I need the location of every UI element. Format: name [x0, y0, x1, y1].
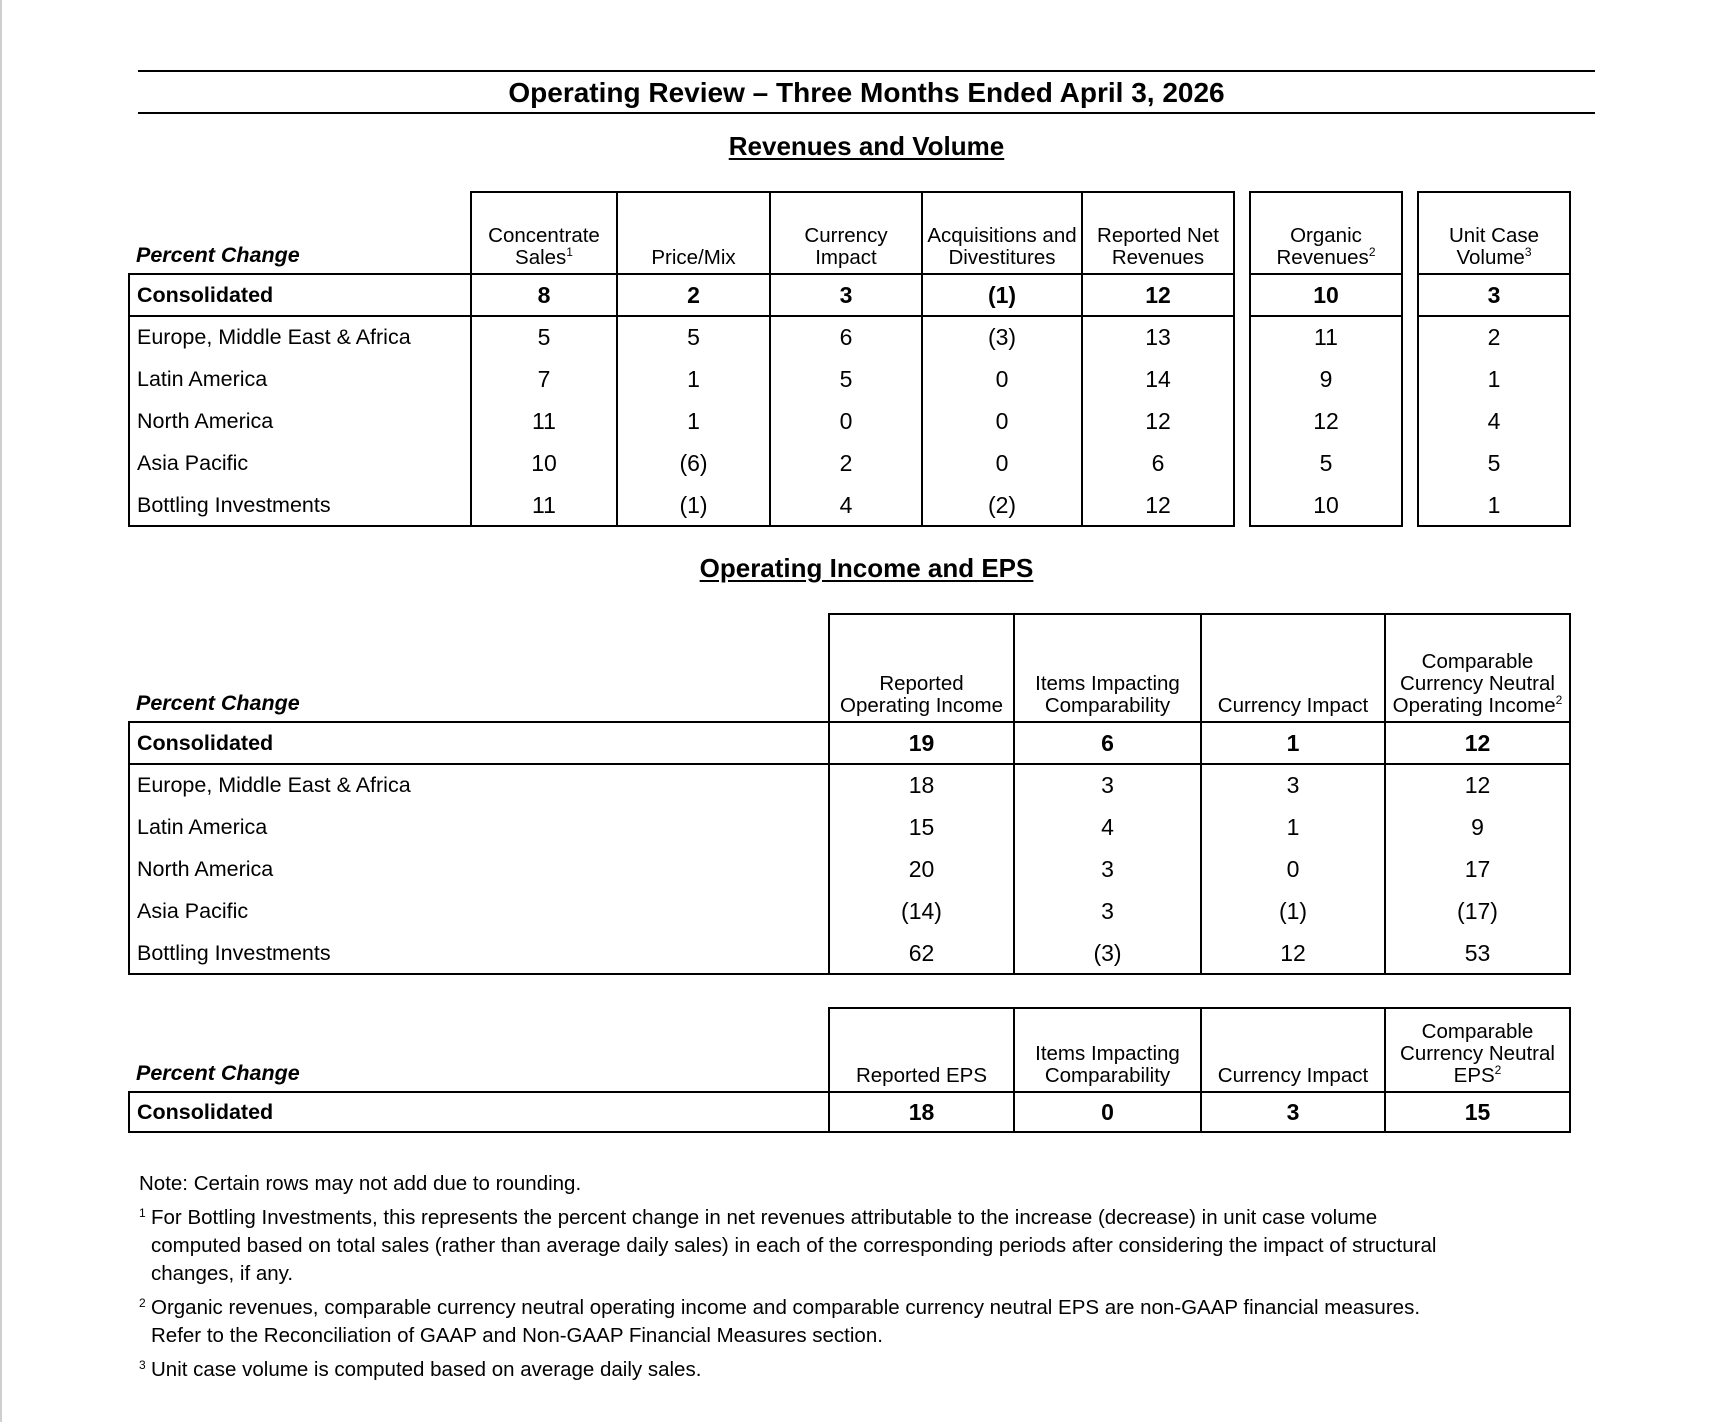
consolidated-row-label: Consolidated [137, 730, 274, 755]
column-header-label: Currency Impact [804, 224, 888, 269]
region-row-label: North America [137, 856, 274, 881]
section-title-revenues-volume [138, 130, 1595, 162]
table-cell: 0 [839, 407, 853, 434]
footnote-ref: 2 [1494, 1063, 1502, 1078]
column-header-label: Comparable Currency Neutral Operating Income [1392, 650, 1556, 717]
table-cell: (17) [1457, 897, 1498, 924]
column-header [771, 193, 921, 273]
table-cell: 20 [908, 855, 935, 882]
table-cell: 3 [1487, 281, 1501, 308]
table-cell: 11 [532, 491, 556, 518]
region-row-label: Asia Pacific [137, 450, 249, 475]
region-row-label: Europe, Middle East & Africa [137, 772, 411, 797]
table-cell: 0 [995, 449, 1009, 476]
table-cell: 2 [1487, 323, 1501, 350]
table-cell: 4 [1101, 813, 1114, 840]
table-cell: 5 [839, 365, 853, 392]
table-cell: 0 [1286, 855, 1300, 882]
table-cell: 1 [687, 407, 700, 434]
row-divider [128, 1131, 1571, 1133]
table-cell: 6 [839, 323, 853, 350]
footnote-ref: 1 [566, 245, 573, 260]
table-cell: 12 [1145, 407, 1171, 434]
table-cell: 1 [1286, 813, 1300, 840]
table-cell: 9 [1319, 365, 1333, 392]
table-cell: 1 [1286, 729, 1300, 756]
table-cell: 11 [532, 407, 556, 434]
table-cell: 12 [1464, 771, 1491, 798]
column-header [1251, 193, 1401, 273]
column-header [1386, 615, 1569, 721]
table-cell: 1 [1487, 365, 1501, 392]
section-title-text: Operating Income and EPS [699, 553, 1034, 583]
table-cell: 3 [1286, 771, 1300, 798]
footnotes [139, 1170, 1599, 1384]
column-header [618, 193, 769, 273]
table-cell: (14) [901, 897, 942, 924]
region-row-label: Bottling Investments [137, 940, 331, 965]
table-cell: 5 [537, 323, 551, 350]
table-cell: 12 [1313, 407, 1339, 434]
table-cell: 5 [1487, 449, 1501, 476]
table-cell: 18 [908, 771, 935, 798]
footnote-text: Organic revenues, comparable currency neutral operating income and comparable currency neutral EPS are non-GAAP financial measures. Refer to the Reconciliation of GAAP and Non-GAAP Financial Measures section. [151, 1296, 1421, 1347]
column-header [1202, 1009, 1384, 1091]
column-header [472, 193, 616, 273]
table-cell: 17 [1464, 855, 1491, 882]
section-title-operating-income-eps [138, 552, 1595, 584]
table-cell: 9 [1471, 813, 1484, 840]
column-header [1015, 615, 1200, 721]
footnote-marker: 1 [139, 1206, 146, 1220]
title-top-rule [138, 70, 1595, 72]
column-header-label: Reported Operating Income [840, 672, 1003, 717]
footnote-text: For Bottling Investments, this represents the percent change in net revenues attributable to the increase (decrease) in unit case volume computed based on total sales (rather than average daily sales) in each of the corresponding periods after considering the impact of structural changes, if any. [151, 1206, 1437, 1285]
table-cell: (1) [987, 281, 1017, 308]
table-cell: 18 [908, 1098, 935, 1125]
page-title: Operating Review – Three Months Ended April 3, 2026 [508, 77, 1225, 108]
column-header-label: Items Impacting Comparability [1035, 1042, 1180, 1087]
table-cell: 6 [1101, 729, 1114, 756]
region-row-label: Bottling Investments [137, 492, 331, 517]
footnote-ref: 3 [1524, 245, 1532, 260]
table-cell: 10 [531, 449, 557, 476]
column-header-label: Organic Revenues [1276, 224, 1369, 269]
table-cell: 12 [1280, 939, 1306, 966]
table-cell: 5 [687, 323, 700, 350]
table-cell: 2 [687, 281, 700, 308]
row-header-label: Percent Change [136, 243, 300, 267]
column-header-label: Items Impacting Comparability [1035, 672, 1180, 717]
table-cell: 10 [1313, 491, 1339, 518]
region-row-label: Asia Pacific [137, 898, 249, 923]
column-header [1386, 1009, 1569, 1091]
table-cell: 19 [908, 729, 935, 756]
table-cell: 0 [995, 407, 1009, 434]
table-cell: (1) [1278, 897, 1308, 924]
table-cell: 15 [908, 813, 935, 840]
table-cell: 4 [839, 491, 853, 518]
table-cell: 2 [839, 449, 853, 476]
page-left-edge [0, 0, 2, 1422]
column-header [830, 615, 1013, 721]
table-cell: (3) [1093, 939, 1122, 966]
column-header [1202, 615, 1384, 721]
column-header-label: Price/Mix [651, 246, 736, 269]
region-row-label: North America [137, 408, 274, 433]
row-header-label: Percent Change [136, 691, 300, 715]
footnote-3 [139, 1356, 1599, 1384]
consolidated-row-label: Consolidated [137, 282, 274, 307]
table-cell: 53 [1464, 939, 1491, 966]
column-header [1015, 1009, 1200, 1091]
footnote-1 [139, 1204, 1599, 1288]
column-header-label: Acquisitions and Divestitures [927, 224, 1077, 269]
table-cell: 3 [839, 281, 853, 308]
rounding-note: Note: Certain rows may not add due to rounding. [139, 1172, 582, 1195]
table-cell: 15 [1464, 1098, 1491, 1125]
table-cell: 0 [1101, 1098, 1114, 1125]
footnote-ref: 2 [1555, 693, 1563, 708]
table-cell: 8 [537, 281, 551, 308]
column-header [1083, 193, 1233, 273]
table-cell: 10 [1313, 281, 1339, 308]
title-bottom-rule [138, 112, 1595, 114]
footnote-2 [139, 1294, 1599, 1350]
consolidated-row-label: Consolidated [137, 1099, 274, 1124]
table-cell: 12 [1145, 491, 1171, 518]
column-header-label: Currency Impact [1217, 1064, 1369, 1087]
table-cell: 7 [537, 365, 551, 392]
column-header-label: Reported EPS [855, 1064, 988, 1087]
table-cell: 5 [1319, 449, 1333, 476]
column-header-label: Unit Case Volume [1448, 224, 1539, 269]
column-header [923, 193, 1081, 273]
table-cell: 1 [687, 365, 700, 392]
footnote-ref: 2 [1368, 245, 1376, 260]
table-cell: 12 [1464, 729, 1491, 756]
column-header-label: Currency Impact [1217, 694, 1369, 717]
column-header [830, 1009, 1013, 1091]
group-gap [1403, 189, 1417, 529]
footnote-text: Unit case volume is computed based on average daily sales. [151, 1358, 702, 1381]
table-cell: (2) [987, 491, 1017, 518]
table-cell: (3) [987, 323, 1017, 350]
section-title-text: Revenues and Volume [728, 131, 1005, 161]
column-header-label: Concentrate Sales [488, 224, 600, 269]
group-gap [1235, 189, 1249, 529]
table-cell: 3 [1286, 1098, 1300, 1125]
table-cell: 13 [1145, 323, 1171, 350]
table-cell: 3 [1101, 771, 1114, 798]
table-cell: 12 [1145, 281, 1171, 308]
footnote-marker: 2 [139, 1296, 146, 1310]
table-cell: 0 [995, 365, 1009, 392]
table-cell: 62 [908, 939, 935, 966]
footnote-marker: 3 [139, 1358, 146, 1372]
table-cell: 11 [1314, 323, 1338, 350]
table-cell: (1) [679, 491, 708, 518]
table-cell: 3 [1101, 855, 1114, 882]
table-cell: 1 [1487, 491, 1501, 518]
region-row-label: Europe, Middle East & Africa [137, 324, 411, 349]
table-cell: 3 [1101, 897, 1114, 924]
region-row-label: Latin America [137, 366, 268, 391]
table-cell: 14 [1145, 365, 1171, 392]
table-cell: (6) [679, 449, 708, 476]
table-cell: 6 [1151, 449, 1165, 476]
region-row-label: Latin America [137, 814, 268, 839]
column-header [1419, 193, 1569, 273]
row-header-label: Percent Change [136, 1061, 300, 1085]
column-header-label: Reported Net Revenues [1097, 224, 1219, 269]
table-cell: 4 [1487, 407, 1501, 434]
column-header-label: Comparable Currency Neutral EPS [1400, 1020, 1555, 1087]
